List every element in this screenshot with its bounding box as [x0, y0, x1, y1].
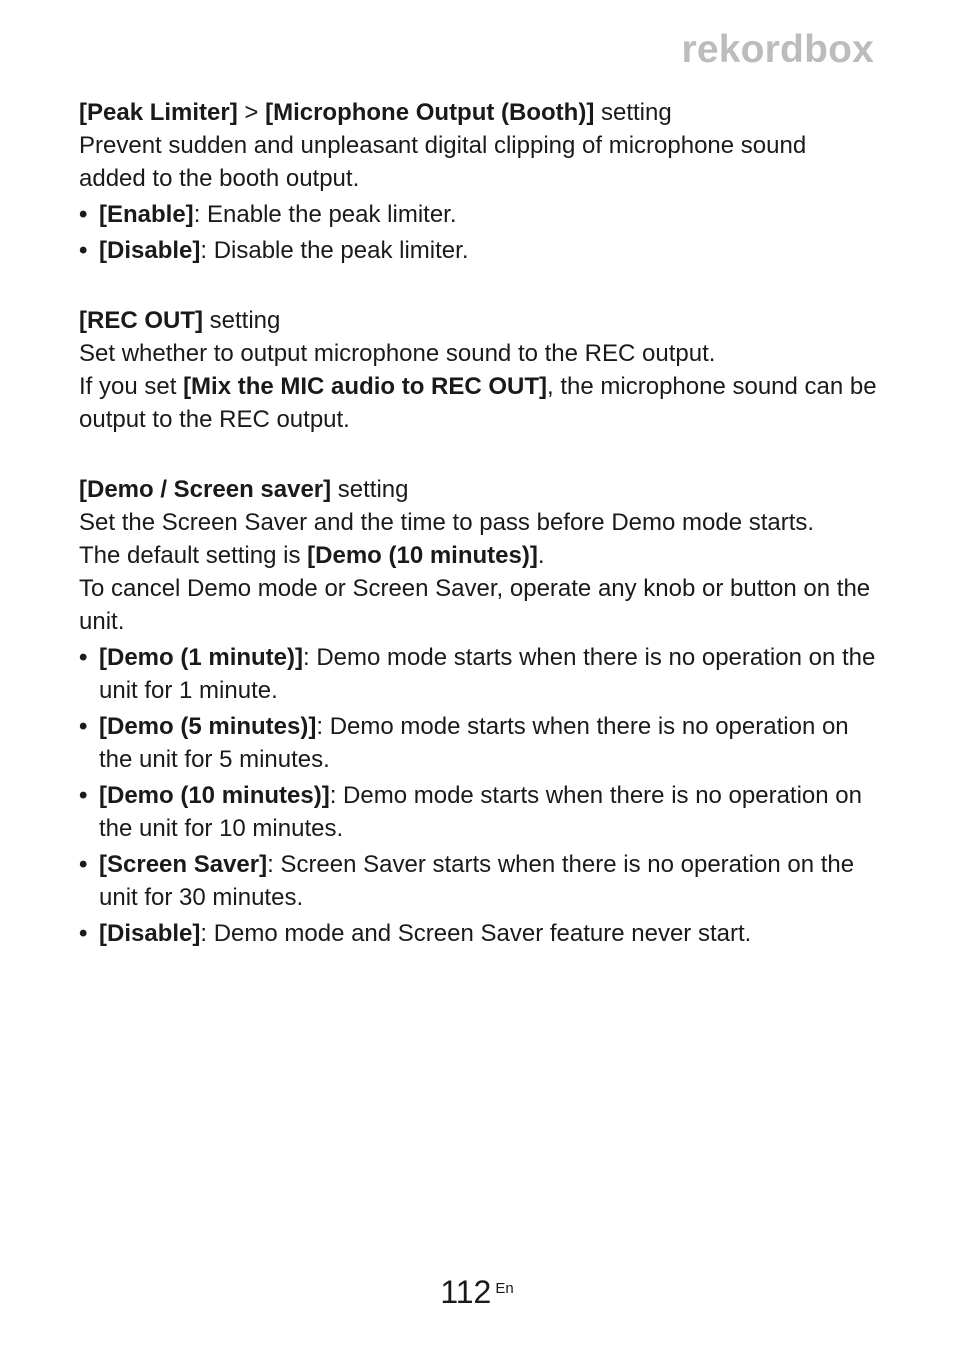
- option-list: [79, 641, 879, 950]
- section-desc: The default setting is [Demo (10 minutes)].: [79, 542, 545, 569]
- page-content: [79, 96, 879, 953]
- list-item: • [Enable]: Enable the peak limiter.: [79, 198, 879, 231]
- section-title-demo-screen-saver: [Demo / Screen saver] setting: [79, 476, 409, 503]
- page-footer: [0, 1274, 954, 1311]
- section-desc: To cancel Demo mode or Screen Saver, operate any knob or button on the unit.: [79, 575, 871, 635]
- list-item: • [Demo (1 minute)]: Demo mode starts when there is no operation on the unit for 1 minute.: [79, 641, 879, 707]
- option-list: [79, 198, 879, 267]
- list-item: • [Disable]: Disable the peak limiter.: [79, 234, 879, 267]
- list-item: • [Demo (5 minutes)]: Demo mode starts when there is no operation on the unit for 5 minutes.: [79, 710, 879, 776]
- list-item: • [Screen Saver]: Screen Saver starts when there is no operation on the unit for 30 minutes.: [79, 848, 879, 914]
- page-number: 112: [440, 1274, 492, 1310]
- list-item: • [Demo (10 minutes)]: Demo mode starts when there is no operation on the unit for 10 minutes.: [79, 779, 879, 845]
- language-label: En: [495, 1280, 514, 1297]
- section-title-rec-out: [REC OUT] setting: [79, 307, 281, 334]
- rekordbox-logo: rekordbox: [681, 28, 874, 71]
- section-desc: If you set [Mix the MIC audio to REC OUT], the microphone sound can be output to the REC output.: [79, 373, 877, 433]
- section-desc: Prevent sudden and unpleasant digital clipping of microphone sound added to the booth output.: [79, 132, 807, 192]
- section-title-peak-limiter: [Peak Limiter] > [Microphone Output (Booth)] setting: [79, 99, 672, 126]
- section-desc: Set whether to output microphone sound to the REC output.: [79, 340, 716, 367]
- section-desc: Set the Screen Saver and the time to pass before Demo mode starts.: [79, 509, 815, 536]
- list-item: • [Disable]: Demo mode and Screen Saver feature never start.: [79, 917, 879, 950]
